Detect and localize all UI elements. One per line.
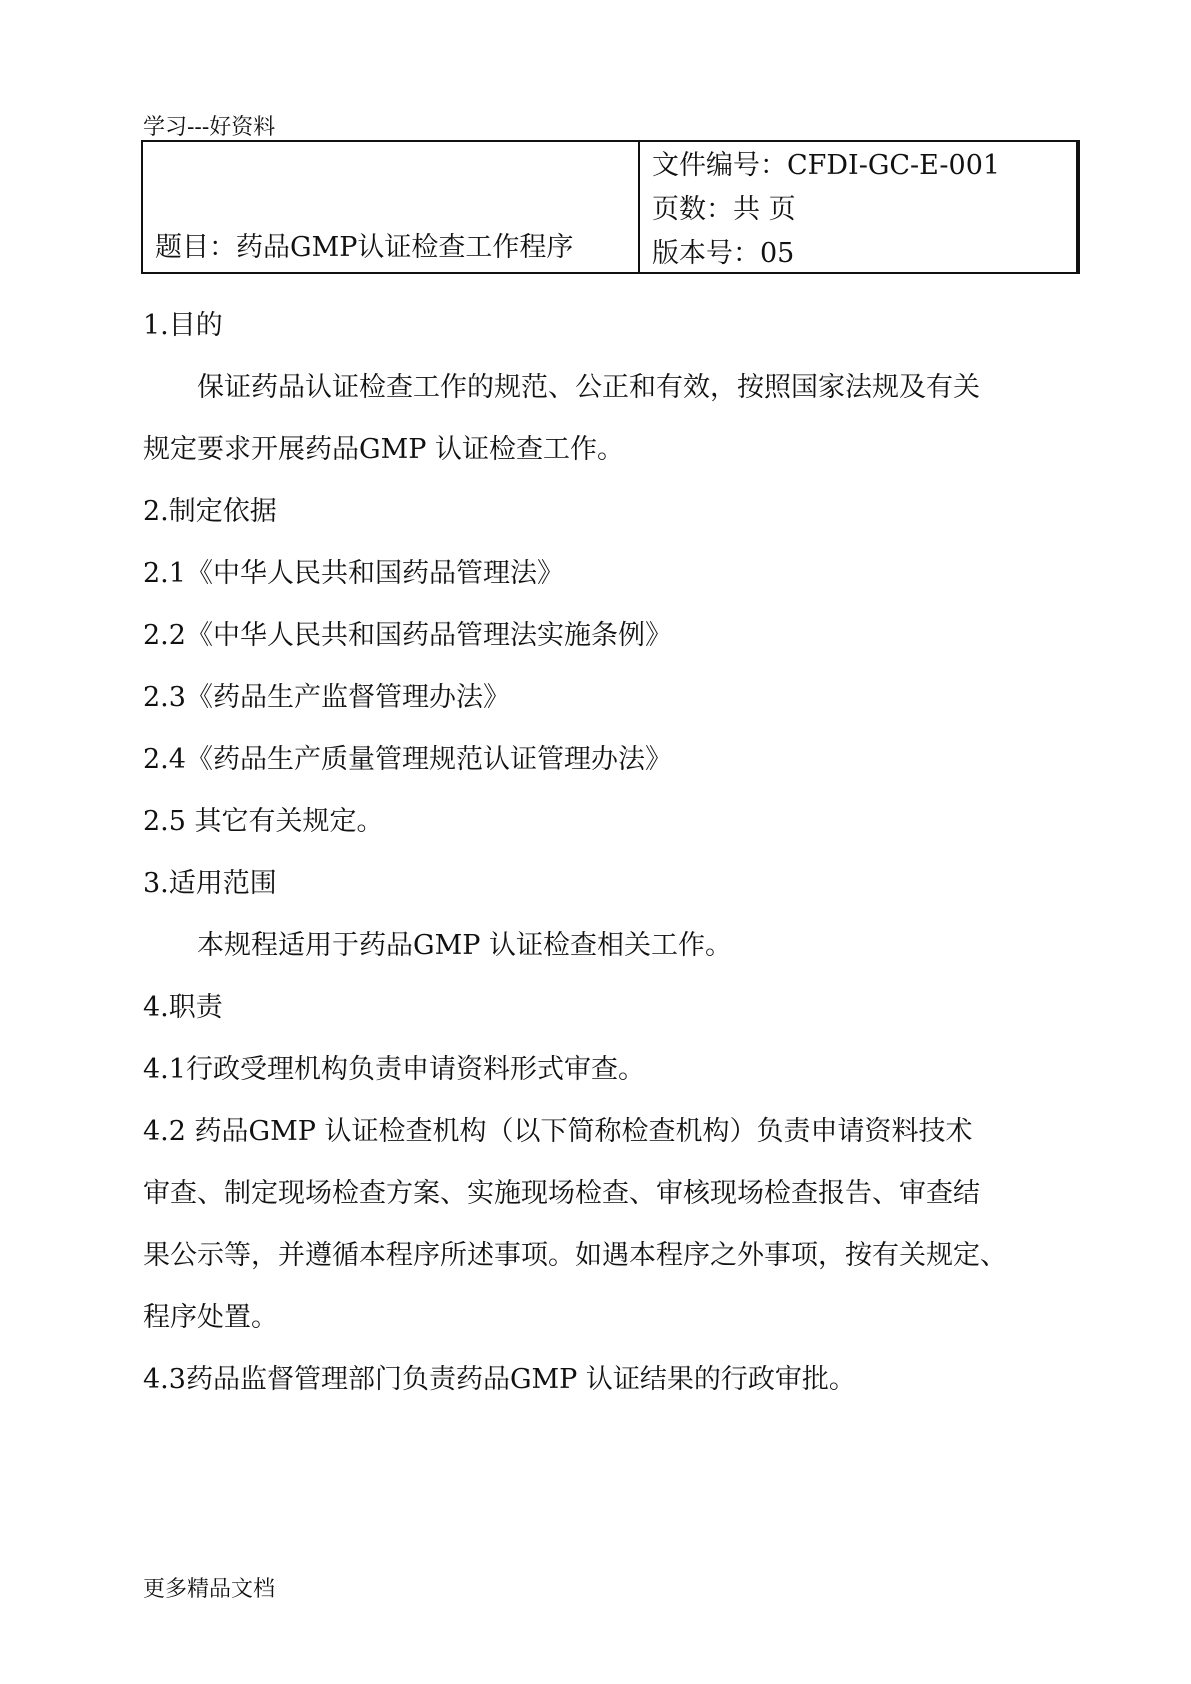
document-number: 文件编号：CFDI-GC-E-001 bbox=[652, 150, 1001, 181]
basis-item-2-1: 2.1《中华人民共和国药品管理法》 bbox=[143, 558, 564, 589]
purpose-paragraph-line-2: 规定要求开展药品GMP 认证检查工作。 bbox=[143, 434, 624, 465]
responsibility-4-2-line-3: 果公示等，并遵循本程序所述事项。如遇本程序之外事项，按有关规定、 bbox=[143, 1240, 1007, 1271]
scope-paragraph: 本规程适用于药品GMP 认证检查相关工作。 bbox=[197, 930, 732, 961]
title-cell bbox=[143, 142, 640, 272]
basis-item-2-5: 2.5 其它有关规定。 bbox=[143, 806, 384, 837]
responsibility-4-3: 4.3药品监督管理部门负责药品GMP 认证结果的行政审批。 bbox=[143, 1364, 856, 1395]
section-heading-purpose: 1.目的 bbox=[143, 310, 223, 341]
header-note: 学习---好资料 bbox=[143, 115, 276, 140]
responsibility-4-2-line-4: 程序处置。 bbox=[143, 1302, 278, 1333]
version-number: 版本号：05 bbox=[652, 238, 795, 269]
page-count: 页数：共 页 bbox=[652, 194, 796, 225]
responsibility-4-1: 4.1行政受理机构负责申请资料形式审查。 bbox=[143, 1054, 645, 1085]
purpose-paragraph-line-1: 保证药品认证检查工作的规范、公正和有效，按照国家法规及有关 bbox=[197, 372, 980, 403]
responsibility-4-2-line-1: 4.2 药品GMP 认证检查机构（以下简称检查机构）负责申请资料技术 bbox=[143, 1116, 973, 1147]
section-heading-basis: 2.制定依据 bbox=[143, 496, 277, 527]
basis-item-2-3: 2.3《药品生产监督管理办法》 bbox=[143, 682, 510, 713]
document-header-table bbox=[141, 140, 1080, 274]
document-meta-cell bbox=[640, 142, 1076, 272]
basis-item-2-2: 2.2《中华人民共和国药品管理法实施条例》 bbox=[143, 620, 672, 651]
responsibility-4-2-line-2: 审查、制定现场检查方案、实施现场检查、审核现场检查报告、审查结 bbox=[143, 1178, 980, 1209]
document-title: 题目：药品GMP认证检查工作程序 bbox=[155, 232, 574, 263]
section-heading-scope: 3.适用范围 bbox=[143, 868, 277, 899]
basis-item-2-4: 2.4《药品生产质量管理规范认证管理办法》 bbox=[143, 744, 672, 775]
section-heading-responsibilities: 4.职责 bbox=[143, 992, 223, 1023]
footer-note: 更多精品文档 bbox=[143, 1577, 276, 1602]
document-body bbox=[143, 308, 1073, 1424]
